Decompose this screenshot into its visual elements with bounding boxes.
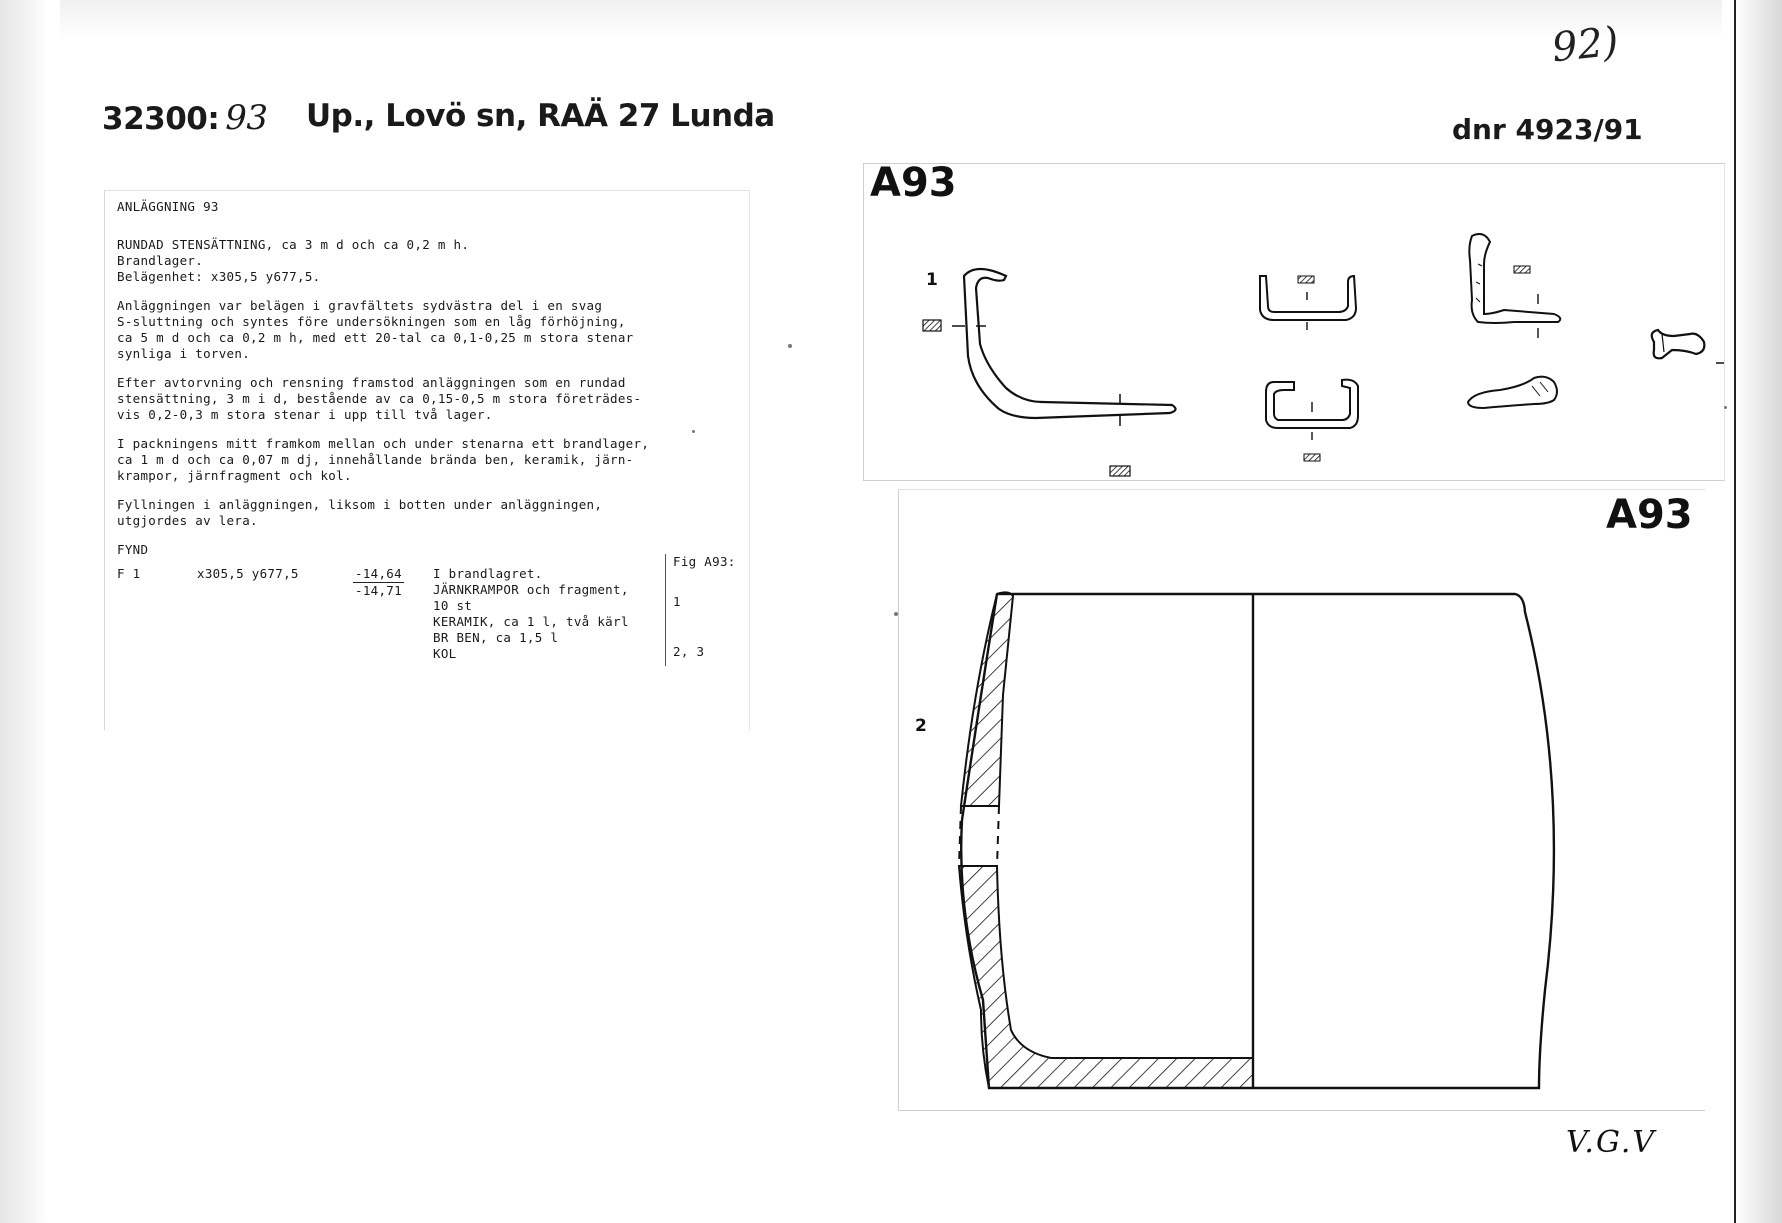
feature-report [104, 190, 750, 730]
report-paragraph [117, 298, 739, 362]
paragraph-line: synliga i torven. [117, 346, 251, 361]
plate2-label: A93 [1606, 492, 1693, 538]
paragraph-line: krampor, järnfragment och kol. [117, 468, 352, 483]
section-marker-icon [1298, 276, 1314, 283]
paragraph-line: stensättning, 3 m i d, bestående av ca 0,15-0,5 m stora företrädes- [117, 391, 642, 406]
plate1-label: A93 [870, 160, 957, 206]
plate2-figure-number: 2 [915, 716, 927, 736]
description-line: I brandlagret. [433, 566, 543, 581]
section-wall-missing [959, 806, 999, 866]
description-line: KOL [433, 646, 457, 661]
section-wall-upper [961, 592, 1013, 806]
nail-fragment-icon [1652, 330, 1705, 358]
scan-speck [692, 430, 695, 433]
figure-heading: Fig A93: [673, 554, 736, 569]
paragraph-line: utgjordes av lera. [117, 513, 258, 528]
scan-speck [788, 344, 792, 348]
find-coords: x305,5 y677,5 [197, 566, 299, 581]
catalog-number: 93 [225, 98, 268, 138]
report-paragraph [117, 375, 739, 423]
paragraph-line: Anläggningen var belägen i gravfältets sydvästra del i en svag [117, 298, 603, 313]
vessel-section-drawing [899, 490, 1705, 1110]
clamp-small-lower-icon [1266, 380, 1358, 440]
paragraph-line: ca 5 m d och ca 0,2 m h, med ett 20-tal ca 0,1-0,25 m stora stenar [117, 330, 634, 345]
registry-number: dnr 4923/91 [1452, 113, 1643, 146]
signature: V.G.V [1566, 1125, 1657, 1160]
figure-ref-iron: 1 [673, 594, 681, 609]
find-id: F 1 [117, 566, 141, 581]
find-row [117, 554, 739, 676]
summary-line: Brandlager. [117, 253, 204, 268]
scan-top-shadow [60, 0, 1722, 40]
section-wall-lower [959, 866, 1253, 1088]
description-line: BR BEN, ca 1,5 l [433, 630, 559, 645]
report-title: ANLÄGGNING 93 [117, 199, 219, 214]
report-paragraph [117, 436, 739, 484]
scan-edge-left [0, 0, 48, 1223]
plate1-figure-number: 1 [926, 270, 938, 290]
summary-line: Belägenhet: x305,5 y677,5. [117, 269, 321, 284]
plate-ceramic-vessel [898, 489, 1705, 1111]
figure-references [673, 554, 736, 660]
vessel-outline [961, 594, 1554, 1088]
description-line: JÄRNKRAMPOR och fragment, [433, 582, 629, 597]
finds-heading: FYND [117, 542, 149, 557]
find-description [433, 566, 655, 662]
paragraph-line: ca 1 m d och ca 0,07 m dj, innehållande brända ben, keramik, järn- [117, 452, 634, 467]
page-annotation: 92) [1549, 18, 1621, 72]
section-marker-icon [1514, 266, 1530, 273]
section-marker-icon [923, 320, 941, 331]
report-paragraph [117, 497, 739, 529]
iron-clamps-drawing [864, 164, 1724, 480]
site-location: Up., Lovö sn, RAÄ 27 Lunda [306, 98, 775, 134]
report-summary [117, 237, 739, 285]
section-marker-icon [1304, 454, 1320, 461]
description-line: KERAMIK, ca 1 l, två kärl [433, 614, 629, 629]
section-marker-icon [1110, 466, 1130, 476]
paragraph-line: I packningens mitt framkom mellan och under stenarna ett brandlager, [117, 436, 650, 451]
plate-iron-clamps [863, 160, 1725, 481]
description-line: 10 st [433, 598, 473, 613]
figure-column-divider [665, 554, 666, 666]
clamp-large-icon [952, 269, 1176, 426]
paragraph-line: S-sluttning och syntes före undersökningen som en låg förhöjning, [117, 314, 626, 329]
figure-ref-ceramic: 2, 3 [673, 644, 705, 659]
paragraph-line: Efter avtorvning och rensning framstod anläggningen som en rundad [117, 375, 626, 390]
scan-speck [894, 612, 898, 616]
clamp-small-upper-icon [1260, 276, 1356, 330]
catalog-reference [102, 98, 268, 138]
paragraph-line: vis 0,2-0,3 m stora stenar i upp till två lager. [117, 407, 493, 422]
clamp-corroded-icon [1469, 234, 1560, 338]
paragraph-line: Fyllningen i anläggningen, liksom i botten under anläggningen, [117, 497, 603, 512]
depth-top: -14,64 [355, 566, 402, 581]
catalog-prefix: 32300: [102, 101, 220, 137]
clamp-fragment-icon [1468, 377, 1557, 408]
scan-speck [1724, 406, 1727, 409]
find-depth [353, 566, 404, 599]
scan-edge-right [1734, 0, 1782, 1223]
summary-line: RUNDAD STENSÄTTNING, ca 3 m d och ca 0,2 m h. [117, 237, 470, 252]
depth-bottom: -14,71 [355, 583, 402, 598]
